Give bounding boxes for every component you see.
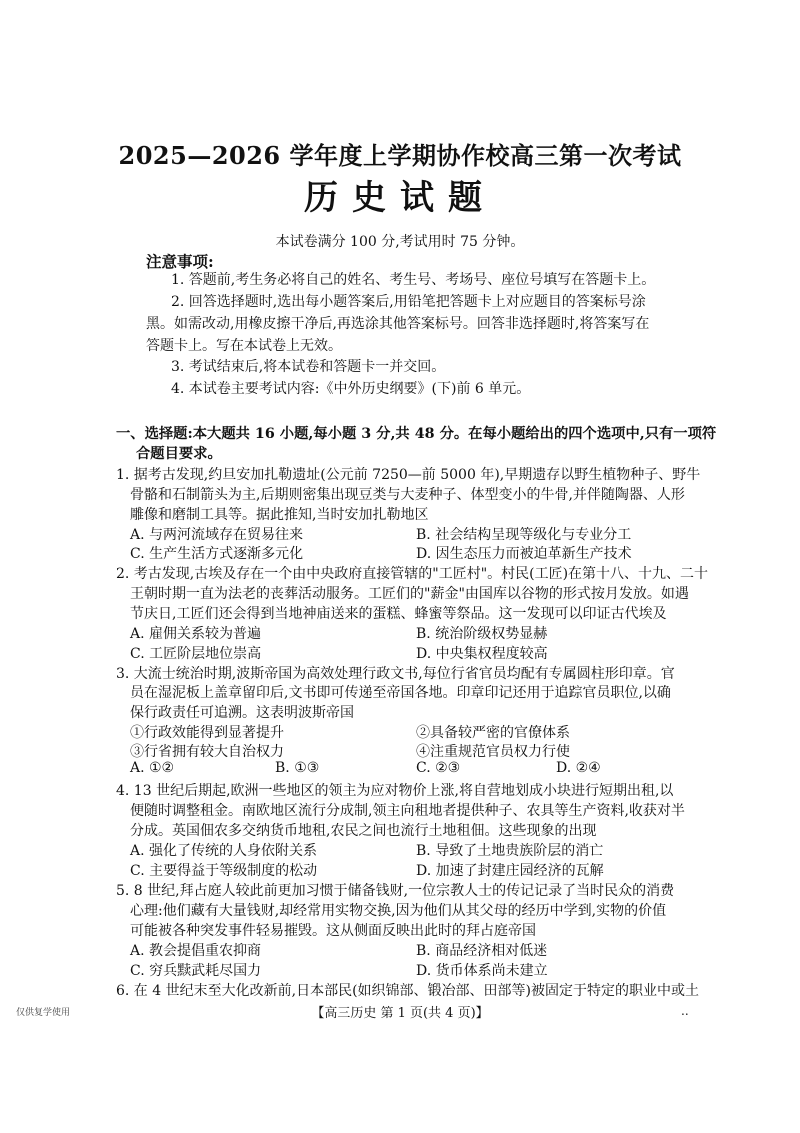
notice-heading: 注意事项: (146, 252, 214, 271)
section-heading-cont: 合题目要求。 (136, 446, 222, 462)
question-1-stem: 骨骼和石制箭头为主,后期则密集出现豆类与大麦种子、体型变小的牛骨,并伴随陶器、人形 (130, 487, 685, 503)
question-4-stem: 分成。英国佃农多交纳货币地租,农民之间也流行土地租佃。这些现象的出现 (130, 823, 597, 839)
question-2-option-c: C. 工匠阶层地位崇高 (130, 646, 262, 662)
notice-line: 2. 回答选择题时,选出每小题答案后,用铅笔把答题卡上对应题目的答案标号涂 (171, 294, 646, 310)
exam-info: 本试卷满分 100 分,考试用时 75 分钟。 (275, 234, 525, 250)
question-1-option-c: C. 生产生活方式逐渐多元化 (130, 546, 304, 562)
question-2-option-a: A. 雇佣关系较为普遍 (130, 626, 262, 642)
exam-title: 2025—2026 学年度上学期协作校高三第一次考试 (118, 141, 682, 170)
question-2-stem: 节庆日,工匠们还会得到当地神庙送来的蛋糕、蜂蜜等祭品。这一发现可以印证古代埃及 (130, 606, 667, 622)
question-3-choice-d: D. ②④ (556, 760, 601, 776)
question-2-option-b: B. 统治阶级权势显赫 (416, 626, 548, 642)
question-3-choice-c: C. ②③ (416, 760, 461, 776)
section-heading: 一、选择题:本大题共 16 小题,每小题 3 分,共 48 分。在每小题给出的四个选项中,只有一项符 (116, 426, 717, 442)
question-5-stem: 心理:他们藏有大量钱财,却经常用实物交换,因为他们从其父母的经历中学到,实物的价值 (130, 903, 667, 919)
notice-line: 1. 答题前,考生务必将自己的姓名、考生号、考场号、座位号填写在答题卡上。 (171, 272, 656, 288)
question-5-option-a: A. 教会提倡重农抑商 (130, 943, 262, 959)
question-3-stem: 3. 大流士统治时期,波斯帝国为高效处理行政文书,每位行省官员均配有专属圆柱形印章。官 (116, 666, 675, 682)
question-4-option-c: C. 主要得益于等级制度的松动 (130, 863, 318, 879)
question-2-stem: 王朝时期一直为法老的丧葬活动服务。工匠们的"薪金"由国库以谷物的形式按月发放。如遇 (130, 586, 689, 602)
notice-line: 4. 本试卷主要考试内容:《中外历史纲要》(下)前 6 单元。 (171, 381, 531, 397)
question-3-stem: 保行政责任可追溯。这表明波斯帝国 (130, 705, 354, 721)
question-6-stem: 6. 在 4 世纪末至大化改新前,日本部民(如织锦部、锻冶部、田部等)被固定于特定的职业中或土 (116, 983, 699, 999)
question-4-stem: 便随时调整租金。南欧地区流行分成制,领主向租地者提供种子、农具等生产资料,收获对半 (130, 803, 685, 819)
footer-dots: .. (681, 1004, 689, 1018)
question-2-option-d: D. 中央集权程度较高 (416, 646, 548, 662)
question-3-statement-2: ②具备较严密的官僚体系 (416, 725, 570, 741)
question-3-statement-4: ④注重规范官员权力行使 (416, 744, 570, 760)
page-footer: 【高三历史 第 1 页(共 4 页)】 (311, 1006, 489, 1021)
question-4-option-a: A. 强化了传统的人身依附关系 (130, 843, 318, 859)
question-3-choice-a: A. ①② (130, 760, 175, 776)
question-3-choice-b: B. ①③ (275, 760, 320, 776)
question-1-option-d: D. 因生态压力而被迫革新生产技术 (416, 546, 632, 562)
notice-line: 答题卡上。写在本试卷上无效。 (146, 338, 342, 354)
side-stamp: 仅供复学使用 (16, 1008, 71, 1018)
question-5-option-c: C. 穷兵黩武耗尽国力 (130, 963, 262, 979)
question-4-stem: 4. 13 世纪后期起,欧洲一些地区的领主为应对物价上涨,将自营地划成小块进行短期出租,以 (116, 783, 674, 799)
question-5-stem: 可能被各种突发事件轻易摧毁。这从侧面反映出此时的拜占庭帝国 (130, 923, 536, 939)
subject-title: 历史试题 (304, 178, 496, 218)
question-2-stem: 2. 考古发现,古埃及存在一个由中央政府直接管辖的"工匠村"。村民(工匠)在第十八、十九、二十 (116, 566, 709, 582)
notice-line: 黑。如需改动,用橡皮擦干净后,再选涂其他答案标号。回答非选择题时,将答案写在 (146, 316, 650, 332)
question-5-option-d: D. 货币体系尚未建立 (416, 963, 548, 979)
question-3-stem: 员在湿泥板上盖章留印后,文书即可传递至帝国各地。印章印记还用于追踪官员职位,以确 (130, 685, 671, 701)
question-4-option-d: D. 加速了封建庄园经济的瓦解 (416, 863, 604, 879)
notice-line: 3. 考试结束后,将本试卷和答题卡一并交回。 (171, 359, 446, 375)
question-1-stem: 雕像和磨制工具等。据此推知,当时安加扎勒地区 (130, 507, 429, 523)
question-3-statement-1: ①行政效能得到显著提升 (130, 725, 284, 741)
question-1-option-a: A. 与两河流域存在贸易往来 (130, 527, 304, 543)
question-1-stem: 1. 据考古发现,约旦安加扎勒遗址(公元前 7250—前 5000 年),早期遗存以野生植物种子、野牛 (116, 467, 701, 483)
question-5-stem: 5. 8 世纪,拜占庭人较此前更加习惯于储备钱财,一位宗教人士的传记记录了当时民众的消费 (116, 883, 675, 899)
question-3-statement-3: ③行省拥有较大自治权力 (130, 744, 284, 760)
question-1-option-b: B. 社会结构呈现等级化与专业分工 (416, 527, 632, 543)
question-4-option-b: B. 导致了土地贵族阶层的消亡 (416, 843, 604, 859)
question-5-option-b: B. 商品经济相对低迷 (416, 943, 548, 959)
